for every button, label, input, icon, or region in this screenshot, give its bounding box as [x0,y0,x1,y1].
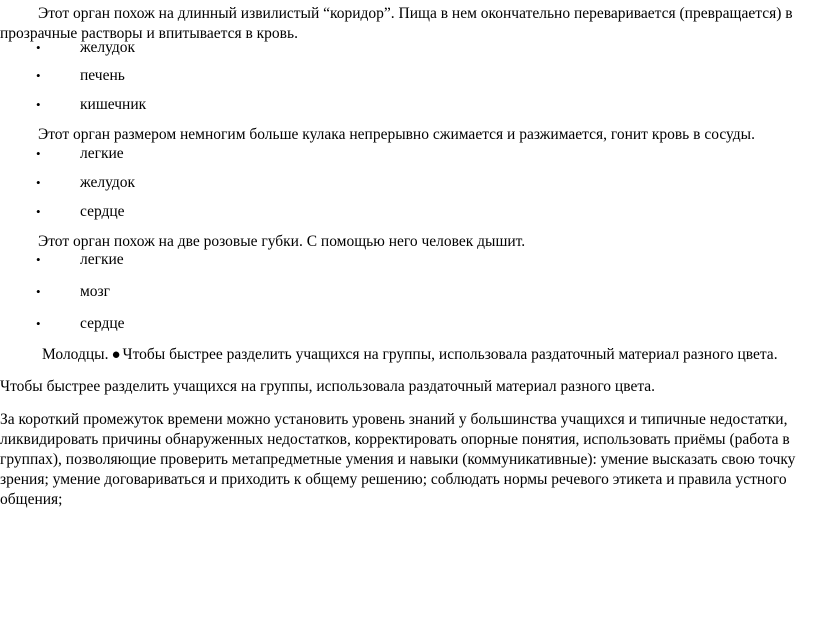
paragraph-summary: За короткий промежуток времени можно установить уровень знаний у большинства учащихся и типичные недостатки, ликвидировать причины обнаруженных недостатков, корректировать опорные понятия, использовать приёмы (работа в группах), позволяющие проверить метапредметные умения и навыки (коммуникативные): умение высказать свою точку зрения; умение договариваться и приходить к общему решению; соблюдать нормы речевого этикета и правила устного общения; [0,411,796,508]
option-label: сердце [80,203,125,220]
option-label: желудок [80,174,136,191]
bullet-icon: • [36,284,41,299]
bullet-icon: • [36,40,41,55]
bullet-icon: • [36,68,41,83]
bullet-icon: • [36,204,41,219]
question-1-text: Этот орган похож на длинный извилистый “коридор”. Пища в нем окончательно переваривается (превращается) в прозрачные растворы и впитывается в кровь. [0,5,793,42]
option-label: легкие [80,251,124,268]
option-label: кишечник [80,96,147,113]
praise-text: Чтобы быстрее разделить учащихся на группы, использовала раздаточный материал разного цвета. [122,346,778,363]
praise-line [42,345,778,365]
option-label: мозг [80,283,111,300]
option-label: легкие [80,145,124,162]
option-label: печень [80,67,125,84]
bullet-icon: • [36,175,41,190]
bullet-icon: • [36,146,41,161]
bullet-icon: • [36,97,41,112]
question-3-text: Этот орган похож на две розовые губки. С помощью него человек дышит. [38,233,526,250]
bullet-icon: • [36,316,41,331]
bullet-dot-icon: ● [111,347,121,363]
praise-word: Молодцы. [42,346,109,363]
option-label: сердце [80,315,125,332]
option-label: желудок [80,39,136,56]
bullet-icon: • [36,252,41,267]
question-2-text: Этот орган размером немногим больше кулака непрерывно сжимается и разжимается, гонит кровь в сосуды. [38,126,755,143]
paragraph-groups: Чтобы быстрее разделить учащихся на группы, использовала раздаточный материал разного цвета. [0,378,656,395]
